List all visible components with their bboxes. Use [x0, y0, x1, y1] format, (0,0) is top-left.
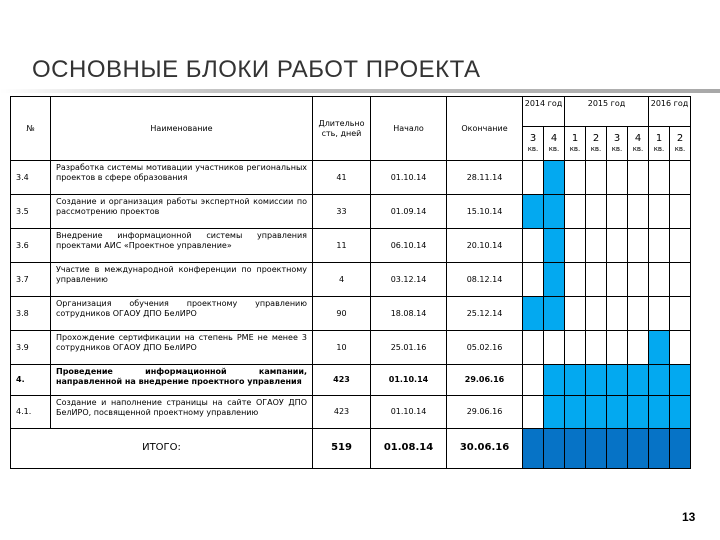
row-number: 3.5	[11, 195, 51, 229]
column-header-num: №	[11, 97, 51, 161]
gantt-empty-cell	[628, 263, 649, 297]
gantt-bar-cell	[649, 331, 670, 365]
row-number: 3.8	[11, 297, 51, 331]
gantt-empty-cell	[670, 229, 691, 263]
gantt-empty-cell	[565, 297, 586, 331]
row-duration: 10	[313, 331, 371, 365]
quarter-number: 3	[613, 132, 621, 144]
gantt-bar-cell	[586, 396, 607, 429]
row-name: Участие в международной конференции по проектному управлению	[51, 263, 313, 297]
gantt-bar-cell	[544, 297, 565, 331]
gantt-bar-cell	[670, 396, 691, 429]
table-row	[11, 195, 691, 229]
gantt-bar-cell	[523, 429, 544, 469]
gantt-empty-cell	[586, 297, 607, 331]
gantt-bar-cell	[565, 365, 586, 396]
gantt-bar-cell	[649, 396, 670, 429]
gantt-bar-cell	[586, 365, 607, 396]
total-duration: 519	[313, 429, 371, 469]
row-start-date: 01.09.14	[371, 195, 447, 229]
table-row	[11, 331, 691, 365]
gantt-empty-cell	[649, 195, 670, 229]
row-duration: 41	[313, 161, 371, 195]
column-header-name: Наименование	[51, 97, 313, 161]
gantt-bar-cell	[544, 365, 565, 396]
gantt-empty-cell	[670, 297, 691, 331]
table-header-row-years	[11, 97, 691, 127]
quarter-abbrev: кв.	[611, 145, 623, 154]
row-name: Разработка системы мотивации участников региональных проектов в сфере образования	[51, 161, 313, 195]
gantt-bar-cell	[607, 429, 628, 469]
gantt-empty-cell	[607, 297, 628, 331]
row-number: 3.4	[11, 161, 51, 195]
row-start-date: 01.10.14	[371, 161, 447, 195]
row-name: Создание и наполнение страницы на сайте ОГАОУ ДПО БелИРО, посвященной проектному управлению	[51, 396, 313, 429]
gantt-empty-cell	[628, 195, 649, 229]
row-duration: 423	[313, 365, 371, 396]
row-duration: 423	[313, 396, 371, 429]
row-start-date: 03.12.14	[371, 263, 447, 297]
row-number: 4.1.	[11, 396, 51, 429]
table-row	[11, 161, 691, 195]
gantt-empty-cell	[586, 331, 607, 365]
row-number: 4.	[11, 365, 51, 396]
gantt-empty-cell	[523, 161, 544, 195]
row-name: Внедрение информационной системы управления проектами АИС «Проектное управление»	[51, 229, 313, 263]
table-row	[11, 297, 691, 331]
total-row	[11, 429, 691, 469]
gantt-empty-cell	[670, 161, 691, 195]
gantt-empty-cell	[565, 331, 586, 365]
quarter-number: 1	[655, 132, 663, 144]
title-underline	[0, 89, 720, 93]
gantt-empty-cell	[649, 297, 670, 331]
gantt-empty-cell	[628, 161, 649, 195]
quarter-number: 1	[571, 132, 579, 144]
gantt-empty-cell	[523, 229, 544, 263]
gantt-empty-cell	[586, 161, 607, 195]
quarter-abbrev: кв.	[548, 145, 560, 154]
gantt-empty-cell	[523, 263, 544, 297]
gantt-empty-cell	[565, 229, 586, 263]
gantt-bar-cell	[628, 429, 649, 469]
quarter-header	[649, 127, 670, 161]
project-schedule-table	[10, 96, 691, 469]
table-row	[11, 396, 691, 429]
page-title: ОСНОВНЫЕ БЛОКИ РАБОТ ПРОЕКТА	[32, 56, 481, 83]
row-name: Прохождение сертификации на степень PME не менее 3 сотрудников ОГАОУ ДПО БелИРО	[51, 331, 313, 365]
quarter-header	[670, 127, 691, 161]
gantt-bar-cell	[544, 263, 565, 297]
row-duration: 11	[313, 229, 371, 263]
page-number: 13	[682, 510, 696, 524]
gantt-bar-cell	[565, 396, 586, 429]
gantt-empty-cell	[670, 331, 691, 365]
year-header-2014: 2014 год	[523, 97, 565, 127]
quarter-abbrev: кв.	[674, 145, 686, 154]
gantt-empty-cell	[628, 229, 649, 263]
row-end-date: 29.06.16	[447, 365, 523, 396]
row-number: 3.7	[11, 263, 51, 297]
gantt-empty-cell	[649, 229, 670, 263]
table-row	[11, 365, 691, 396]
gantt-bar-cell	[544, 429, 565, 469]
row-end-date: 20.10.14	[447, 229, 523, 263]
column-header-start: Начало	[371, 97, 447, 161]
row-duration: 4	[313, 263, 371, 297]
gantt-bar-cell	[628, 396, 649, 429]
gantt-empty-cell	[607, 331, 628, 365]
gantt-empty-cell	[670, 195, 691, 229]
gantt-empty-cell	[523, 396, 544, 429]
gantt-empty-cell	[586, 263, 607, 297]
row-end-date: 25.12.14	[447, 297, 523, 331]
quarter-number: 2	[676, 132, 684, 144]
row-start-date: 18.08.14	[371, 297, 447, 331]
total-label: ИТОГО:	[11, 429, 313, 469]
gantt-empty-cell	[607, 195, 628, 229]
row-number: 3.9	[11, 331, 51, 365]
gantt-empty-cell	[586, 229, 607, 263]
row-start-date: 06.10.14	[371, 229, 447, 263]
total-start-date: 01.08.14	[371, 429, 447, 469]
quarter-number: 4	[550, 132, 558, 144]
row-number: 3.6	[11, 229, 51, 263]
row-name: Организация обучения проектному управлению сотрудников ОГАОУ ДПО БелИРО	[51, 297, 313, 331]
gantt-empty-cell	[523, 365, 544, 396]
quarter-number: 3	[529, 132, 537, 144]
row-name: Проведение информационной кампании, направленной на внедрение проектного управления	[51, 365, 313, 396]
row-start-date: 01.10.14	[371, 396, 447, 429]
gantt-bar-cell	[649, 429, 670, 469]
row-duration: 33	[313, 195, 371, 229]
gantt-empty-cell	[649, 263, 670, 297]
year-header-2015: 2015 год	[565, 97, 649, 127]
row-end-date: 28.11.14	[447, 161, 523, 195]
gantt-bar-cell	[544, 195, 565, 229]
gantt-empty-cell	[565, 195, 586, 229]
gantt-bar-cell	[670, 429, 691, 469]
gantt-bar-cell	[544, 396, 565, 429]
gantt-empty-cell	[586, 195, 607, 229]
quarter-header	[523, 127, 544, 161]
row-end-date: 08.12.14	[447, 263, 523, 297]
quarter-abbrev: кв.	[632, 145, 644, 154]
gantt-empty-cell	[628, 331, 649, 365]
quarter-abbrev: кв.	[569, 145, 581, 154]
gantt-empty-cell	[649, 161, 670, 195]
gantt-bar-cell	[565, 429, 586, 469]
gantt-bar-cell	[670, 365, 691, 396]
gantt-bar-cell	[544, 229, 565, 263]
gantt-bar-cell	[649, 365, 670, 396]
gantt-bar-cell	[628, 365, 649, 396]
gantt-empty-cell	[670, 263, 691, 297]
row-end-date: 29.06.16	[447, 396, 523, 429]
row-end-date: 15.10.14	[447, 195, 523, 229]
quarter-header	[565, 127, 586, 161]
quarter-number: 4	[634, 132, 642, 144]
table-row	[11, 229, 691, 263]
gantt-bar-cell	[586, 429, 607, 469]
row-end-date: 05.02.16	[447, 331, 523, 365]
quarter-header	[607, 127, 628, 161]
row-duration: 90	[313, 297, 371, 331]
quarter-abbrev: кв.	[527, 145, 539, 154]
gantt-bar-cell	[523, 297, 544, 331]
table-row	[11, 263, 691, 297]
column-header-end: Окончание	[447, 97, 523, 161]
gantt-empty-cell	[607, 229, 628, 263]
quarter-abbrev: кв.	[590, 145, 602, 154]
total-end-date: 30.06.16	[447, 429, 523, 469]
quarter-header	[586, 127, 607, 161]
quarter-header	[544, 127, 565, 161]
gantt-bar-cell	[523, 195, 544, 229]
column-header-duration: Длительно сть, дней	[313, 97, 371, 161]
gantt-empty-cell	[565, 263, 586, 297]
gantt-empty-cell	[523, 331, 544, 365]
gantt-empty-cell	[628, 297, 649, 331]
gantt-bar-cell	[544, 161, 565, 195]
quarter-header	[628, 127, 649, 161]
quarter-abbrev: кв.	[653, 145, 665, 154]
gantt-empty-cell	[544, 331, 565, 365]
row-start-date: 01.10.14	[371, 365, 447, 396]
row-name: Создание и организация работы экспертной комиссии по рассмотрению проектов	[51, 195, 313, 229]
quarter-number: 2	[592, 132, 600, 144]
gantt-bar-cell	[607, 396, 628, 429]
gantt-bar-cell	[607, 365, 628, 396]
year-header-2016: 2016 год	[649, 97, 691, 127]
gantt-empty-cell	[607, 263, 628, 297]
row-start-date: 25.01.16	[371, 331, 447, 365]
gantt-empty-cell	[565, 161, 586, 195]
gantt-empty-cell	[607, 161, 628, 195]
